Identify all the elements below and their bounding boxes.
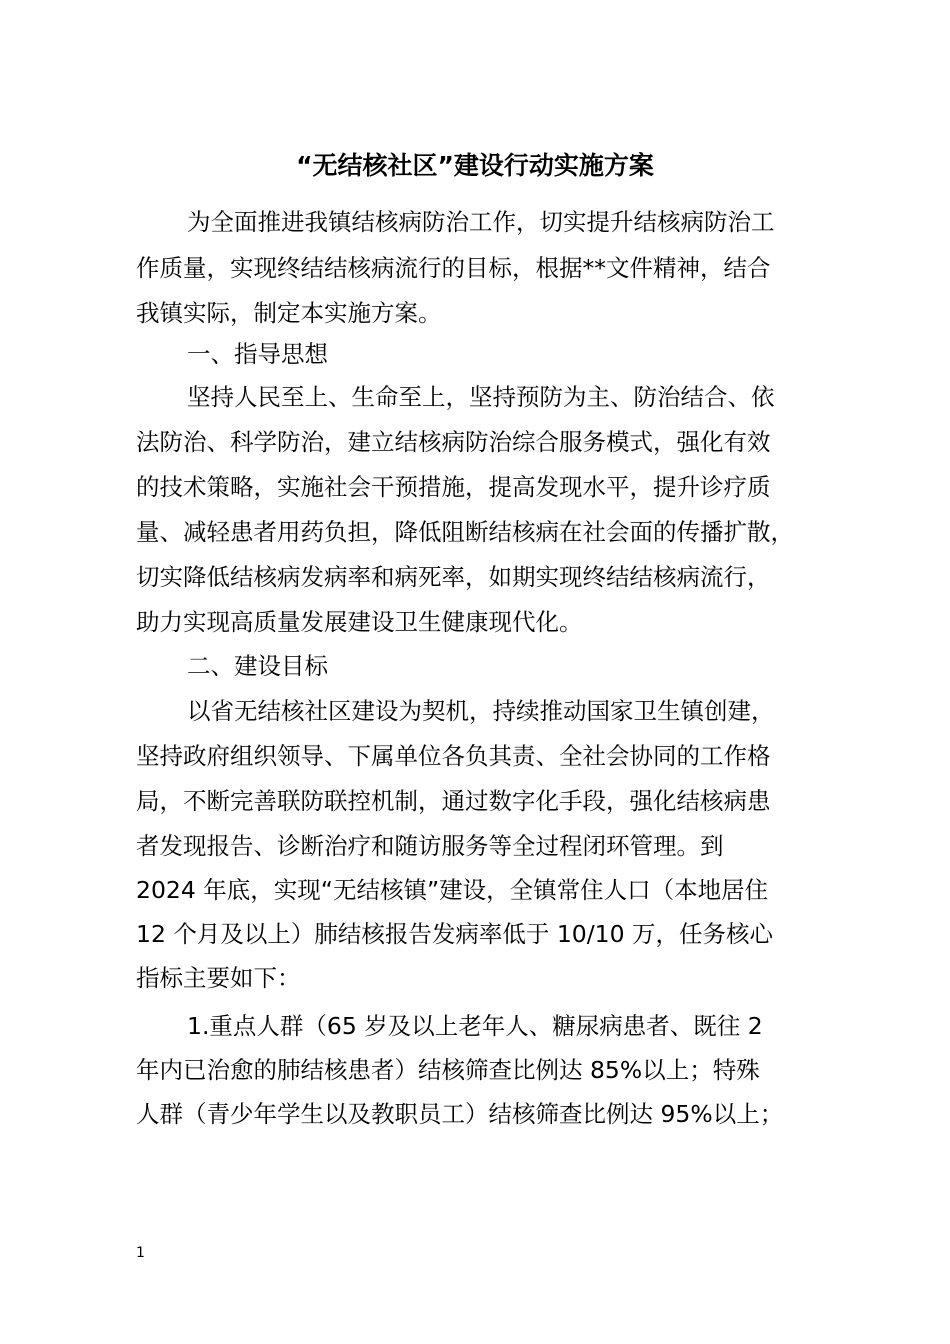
section-heading: 一、指导思想 [187,340,328,368]
paragraph-line: 2024 年底，实现“无结核镇”建设，全镇常住人口（本地居住 [136,876,769,904]
paragraph-line: 法防治、科学防治，建立结核病防治综合服务模式，强化有效 [136,428,771,456]
page-number: 1 [136,1245,145,1261]
paragraph-line: 指标主要如下： [136,964,301,992]
section-heading: 二、建设目标 [187,652,328,680]
paragraph-line: 12 个月及以上）肺结核报告发病率低于 10/10 万，任务核心 [136,920,774,948]
paragraph-line: 作质量，实现终结结核病流行的目标，根据**文件精神，结合 [136,254,771,282]
paragraph-line: 坚持人民至上、生命至上，坚持预防为主、防治结合、依 [187,383,775,411]
paragraph-line: 者发现报告、诊断治疗和随访服务等全过程闭环管理。到 [136,832,724,860]
paragraph-line: 助力实现高质量发展建设卫生健康现代化。 [136,608,583,636]
paragraph-line: 为全面推进我镇结核病防治工作，切实提升结核病防治工 [187,208,775,236]
paragraph-line: 的技术策略，实施社会干预措施，提高发现水平，提升诊疗质 [136,473,771,501]
list-item-line: 人群（青少年学生以及教职员工）结核筛查比例达 95%以上； [136,1100,784,1128]
list-item-line: 1.重点人群（65 岁及以上老年人、糖尿病患者、既往 2 [187,1012,763,1040]
document-title: “无结核社区”建设行动实施方案 [296,151,654,180]
paragraph-line: 切实降低结核病发病率和病死率，如期实现终结结核病流行， [136,563,771,591]
paragraph-line: 局，不断完善联防联控机制，通过数字化手段，强化结核病患 [136,787,771,815]
list-item-line: 年内已治愈的肺结核患者）结核筛查比例达 85%以上；特殊 [136,1056,760,1084]
paragraph-line: 我镇实际，制定本实施方案。 [136,299,442,327]
paragraph-line: 量、减轻患者用药负担，降低阻断结核病在社会面的传播扩散， [136,518,794,546]
paragraph-line: 以省无结核社区建设为契机，持续推动国家卫生镇创建， [187,697,775,725]
paragraph-line: 坚持政府组织领导、下属单位各负其责、全社会协同的工作格 [136,742,771,770]
